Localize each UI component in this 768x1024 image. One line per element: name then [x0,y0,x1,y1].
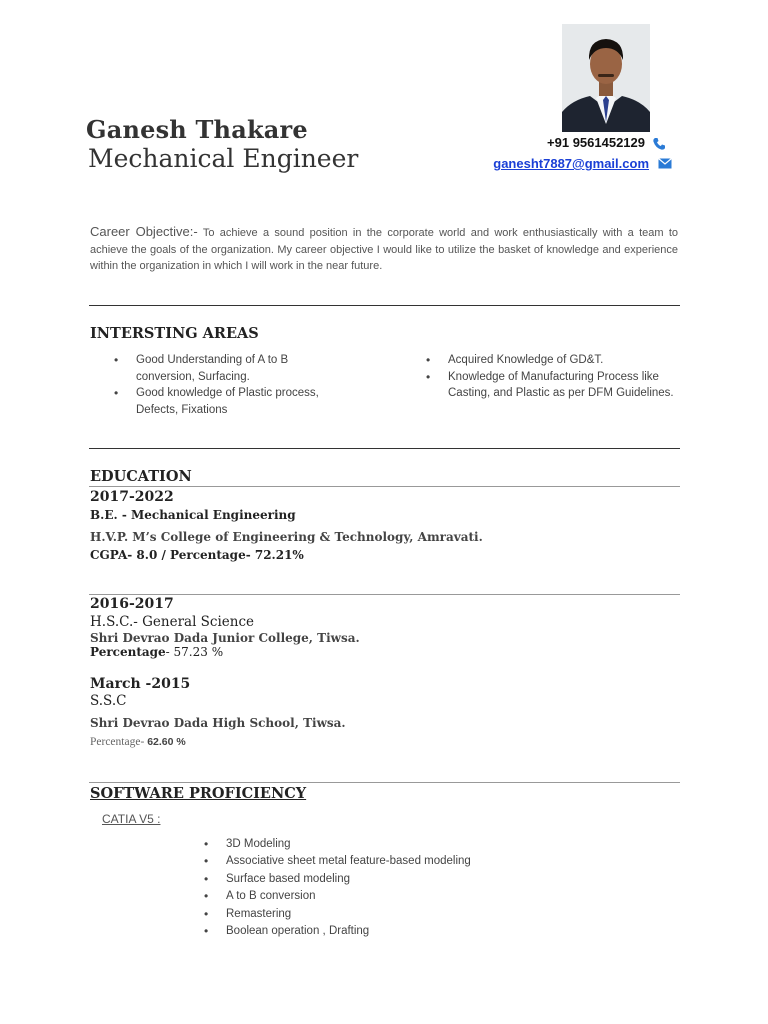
education-years: March -2015 [90,676,191,692]
list-item: • Surface based modeling [226,871,546,888]
divider [89,486,680,487]
interests-list-right [448,352,678,402]
email-link[interactable]: ganesht7887@gmail.com [493,156,649,171]
education-degree: B.E. - Mechanical Engineering [90,508,296,522]
objective-label: Career Objective:- [90,224,198,239]
list-item: • Good knowledge of Plastic process, Defects, Fixations [136,385,336,418]
software-tool-label: CATIA V5 : [102,812,161,826]
career-objective [90,224,678,275]
score-value: 62.60 % [144,736,186,748]
divider [89,305,680,306]
objective-text: To achieve a sound position in the corporate world and work enthusiastically with a team to achieve the goals of the organization. My career objective I would like to utilize the basket of knowledge and experience within the organization in which I will work in the near future. [90,227,678,272]
list-item: • Associative sheet metal feature-based modeling [226,853,546,870]
interests-list-left [136,352,336,418]
score-value: - 57.23 % [165,645,224,659]
education-score [90,736,186,748]
education-years: 2017-2022 [90,489,174,505]
education-years: 2016-2017 [90,596,174,612]
divider [89,782,680,783]
mail-icon [658,158,672,169]
education-score [90,645,223,659]
phone-number[interactable]: +91 9561452129 [547,135,645,150]
education-institute: H.V.P. M’s College of Engineering & Technology, Amravati. [90,530,483,544]
education-institute: Shri Devrao Dada Junior College, Tiwsa. [90,631,360,645]
list-item: • Good Understanding of A to B conversion, Surfacing. [136,352,336,385]
software-skills-list [226,836,546,940]
score-label: Percentage- [90,736,145,748]
list-item: • Remastering [226,906,546,923]
list-item: • 3D Modeling [226,836,546,853]
divider [89,448,680,449]
profile-photo [562,24,650,132]
software-heading: SOFTWARE PROFICIENCY [90,785,307,802]
list-item: • A to B conversion [226,888,546,905]
person-portrait-icon [562,24,650,132]
education-degree: S.S.C [90,693,127,709]
list-item: • Knowledge of Manufacturing Process like Casting, and Plastic as per DFM Guidelines. [448,369,678,402]
job-title: Mechanical Engineer [88,144,359,173]
candidate-name: Ganesh Thakare [86,115,308,144]
list-item: • Boolean operation , Drafting [226,923,546,940]
education-institute: Shri Devrao Dada High School, Tiwsa. [90,716,346,730]
education-heading: EDUCATION [90,468,192,485]
interests-heading: INTERSTING AREAS [90,325,259,342]
list-item: • Acquired Knowledge of GD&T. [448,352,678,369]
divider [89,594,680,595]
score-label: Percentage [90,645,166,659]
phone-icon [652,137,666,151]
education-score: CGPA- 8.0 / Percentage- 72.21% [90,548,304,562]
education-degree: H.S.C.- General Science [90,614,255,630]
